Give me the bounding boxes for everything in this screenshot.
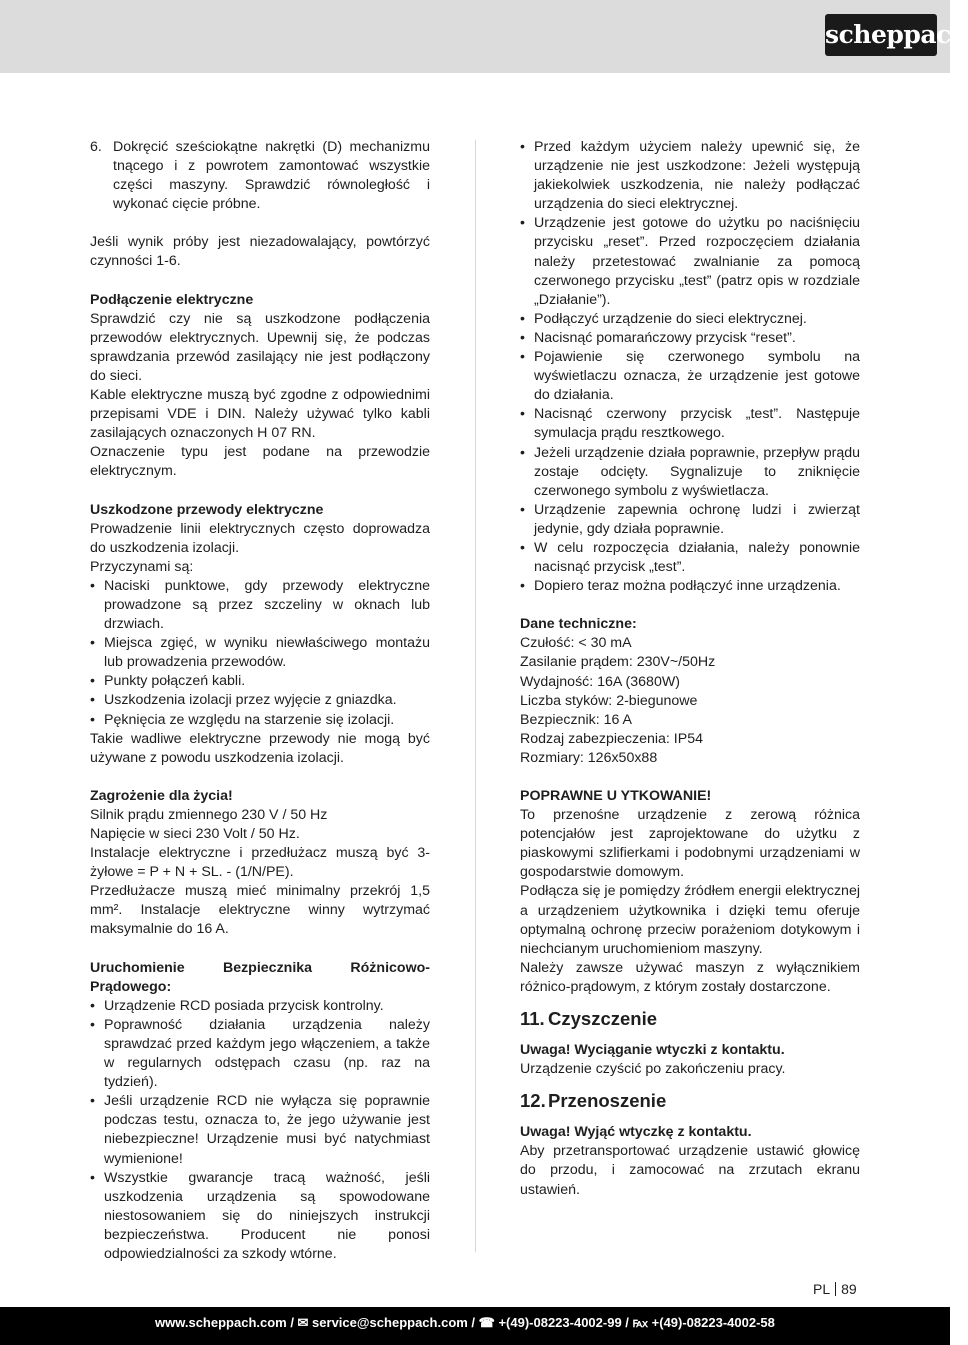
list-item: • Urządzenie jest gotowe do użytku po naciśnięciu przycisku „reset”. Przed rozpoczęciem działania należy przetestować zwalnianie za pomocą czerwonego przycisku „test” (patrz opis w rozdziale „Działanie”).	[520, 214, 860, 309]
list-item: • Uszkodzenia izolacji przez wyjęcie z gniazdka.	[90, 691, 430, 710]
section-title: Przenoszenie	[548, 1090, 667, 1112]
list-item: • Pęknięcia ze względu na starzenie się izolacji.	[90, 711, 430, 730]
proper-use-paragraph: To przenośne urządzenie z zerową różnica potencjałów jest zaprojektowane do użytku z piaskowymi szlifierkami i podobnymi urządzeniami w gospodarstwie domowym.	[520, 807, 860, 881]
proper-use-paragraph: Należy zawsze używać maszyn z wyłącznikiem różnico-prądowym, z którym zostały dostarczone.	[520, 959, 860, 995]
section-number: 12.	[520, 1090, 546, 1112]
rcd-list	[90, 997, 430, 1264]
hazard-line: Napięcie w sieci 230 Volt / 50 Hz.	[90, 826, 300, 842]
hazard-line: Przedłużacze muszą mieć minimalny przekrój 1,5 mm². Instalacje elektryczne winny wytrzymać maksymalnie do 16 A.	[90, 883, 430, 938]
page-number	[813, 1281, 857, 1297]
list-item: • Jeżeli urządzenie działa poprawnie, przepływ prądu zostaje odcięty. Sygnalizuje to zniknięcie czerwonego symbolu z wyświetlacza.	[520, 444, 860, 501]
list-item: • Punkty połączeń kabli.	[90, 672, 430, 691]
cleaning-warning: Uwaga! Wyciąganie wtyczki z kontaktu.	[520, 1042, 785, 1059]
power-heading: Podłączenie elektryczne	[90, 291, 254, 308]
list-item: • Nacisnąć czerwony przycisk „test”. Następuje symulacja prądu resztkowego.	[520, 405, 860, 443]
page-lang: PL	[813, 1281, 831, 1297]
power-paragraph: Kable elektryczne muszą być zgodne z odpowiednimi przepisami VDE i DIN. Należy używać tylko kabli zasilających oznaczonych H 07 RN.	[90, 387, 430, 442]
power-paragraph: Sprawdzić czy nie są uszkodzone podłączenia przewodów elektrycznych. Upewnij się, że podczas sprawdzania przewód zasilający nie jest podłączony do sieci.	[90, 310, 430, 384]
damaged-causes-list	[90, 577, 430, 730]
hazard-line: Instalacje elektryczne i przedłużacz muszą być 3-żyłowe = P + N + SL. - (1/N/PE).	[90, 845, 430, 881]
list-item: • Wszystkie gwarancje tracą ważność, jeśli uszkodzenia urządzenia są spowodowane niestosowaniem się do niniejszych instrukcji bezpieczeństwa. Producent nie ponosi odpowiedzialności za szkody wtórne.	[90, 1169, 430, 1264]
section-title: Czyszczenie	[548, 1008, 657, 1030]
list-item: • Poprawność działania urządzenia należy sprawdzać przed każdym jego włączeniem, a także w regularnych odstępach czasu (np. raz na tydzień).	[90, 1016, 430, 1092]
list-item: • W celu rozpoczęcia działania, należy ponownie nacisnąć przycisk „test”.	[520, 539, 860, 577]
list-item: • Urządzenie zapewnia ochronę ludzi i zwierząt jedynie, gdy działa poprawnie.	[520, 501, 860, 539]
tech-line: Czułość: < 30 mA	[520, 635, 632, 652]
cleaning-text: Urządzenie czyścić po zakończeniu pracy.	[520, 1061, 786, 1078]
hazard-heading: Zagrożenie dla życia!	[90, 787, 233, 804]
list-item: • Urządzenie RCD posiada przycisk kontrolny.	[90, 997, 430, 1016]
tech-line: Wydajność: 16A (3680W)	[520, 673, 680, 690]
list-item: • Naciski punktowe, gdy przewody elektryczne prowadzone są przez szczeliny w oknach lub drzwiach.	[90, 577, 430, 634]
rcd-heading: Uruchomienie Bezpiecznika Różnicowo-Prądowego:	[90, 959, 430, 995]
list-item: • Nacisnąć pomarańczowy przycisk “reset”.	[520, 329, 860, 348]
header-band	[0, 0, 950, 73]
list-item: • Miejsca zgięć, w wyniku niewłaściwego montażu lub prowadzenia przewodów.	[90, 634, 430, 672]
damaged-paragraph: Prowadzenie linii elektrycznych często doprowadza do uszkodzenia izolacji.	[90, 520, 430, 556]
damaged-heading: Uszkodzone przewody elektryczne	[90, 501, 324, 518]
list-item: • Pojawienie się czerwonego symbolu na wyświetlaczu oznacza, że urządzenie jest gotowe do działania.	[520, 348, 860, 405]
scheppach-logo: scheppach	[825, 14, 937, 56]
transport-warning: Uwaga! Wyjąć wtyczkę z kontaktu.	[520, 1124, 752, 1141]
page-number-value: 89	[841, 1281, 857, 1297]
tech-line: Liczba styków: 2-biegunowe	[520, 692, 698, 709]
list-item: • Dopiero teraz można podłączyć inne urządzenia.	[520, 577, 860, 596]
transport-text: Aby przetransportować urządzenie ustawić głowicę do przodu, i zamocować na zrzutach ekranu ustawień.	[520, 1143, 860, 1198]
cleaning-heading	[520, 1007, 860, 1031]
list-item: • Przed każdym użyciem należy upewnić się, że urządzenie nie jest uszkodzone: Jeżeli występują jakiekolwiek uszkodzenia, nie należy podłączać urządzenia do sieci elektrycznej.	[520, 138, 860, 214]
tech-heading: Dane techniczne:	[520, 616, 637, 633]
footer-contact: www.scheppach.com / ✉ service@scheppach.com / ☎ +(49)-08223-4002-99 / ℻ +(49)-08223-4002-58	[155, 1315, 775, 1330]
repeat-note: Jeśli wynik próby jest niezadowalający, powtórzyć czynności 1-6.	[90, 234, 430, 270]
left-column	[90, 138, 430, 1264]
tech-line: Zasilanie prądem: 230V~/50Hz	[520, 654, 716, 671]
rcd-steps-list	[520, 138, 860, 596]
damaged-paragraph: Takie wadliwe elektryczne przewody nie mogą być używane z powodu uszkodzenia izolacji.	[90, 730, 430, 766]
proper-use-paragraph: Podłącza się je pomiędzy źródłem energii elektrycznej a urządzeniem użytkownika i dzięki temu oferuje optymalną ochronę przeciw porażeniom dotykowym i niechcianym uruchomieniom maszyny.	[520, 883, 860, 957]
tech-line: Rodzaj zabezpieczenia: IP54	[520, 730, 703, 747]
column-divider	[475, 140, 476, 1252]
step-number: 6.	[90, 139, 102, 155]
page-separator	[835, 1282, 836, 1296]
power-paragraph: Oznaczenie typu jest podane na przewodzie elektrycznym.	[90, 444, 430, 480]
list-item: • Jeśli urządzenie RCD nie wyłącza się poprawnie podczas testu, oznacza to, że jego używanie jest niebezpieczne! Urządzenie musi być natychmiast wymienione!	[90, 1092, 430, 1168]
step-6	[90, 138, 430, 214]
damaged-paragraph: Przyczynami są:	[90, 558, 194, 575]
hazard-line: Silnik prądu zmiennego 230 V / 50 Hz	[90, 806, 328, 823]
list-item: • Podłączyć urządzenie do sieci elektrycznej.	[520, 310, 860, 329]
right-column	[520, 138, 860, 1200]
tech-line: Bezpiecznik: 16 A	[520, 711, 632, 728]
transport-heading	[520, 1089, 860, 1113]
section-number: 11.	[520, 1008, 545, 1030]
proper-use-heading: POPRAWNE U YTKOWANIE!	[520, 788, 712, 804]
tech-line: Rozmiary: 126x50x88	[520, 749, 658, 766]
step-text: Dokręcić sześciokątne nakrętki (D) mechanizmu tnącego i z powrotem zamontować wszystkie części maszyny. Sprawdzić równoległość i wykonać cięcie próbne.	[113, 139, 430, 213]
